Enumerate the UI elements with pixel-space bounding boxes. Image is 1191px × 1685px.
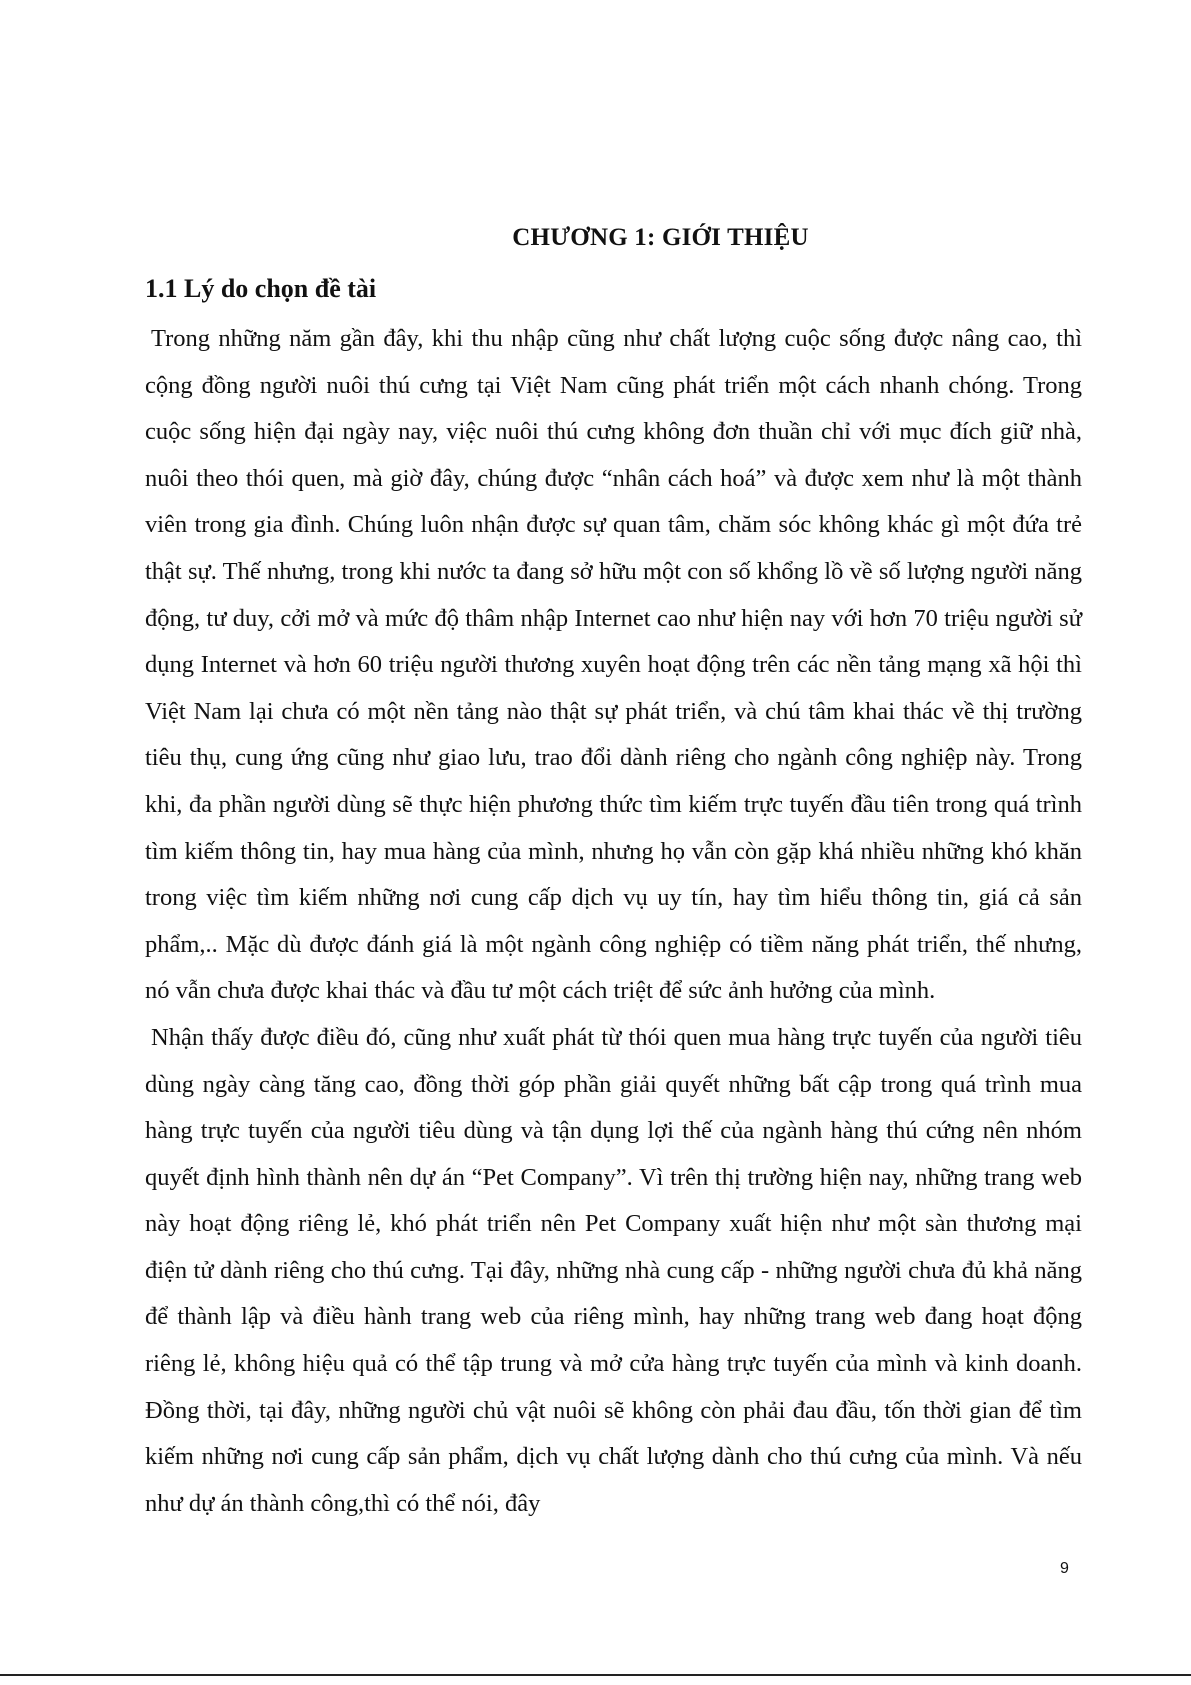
paragraph: Nhận thấy được điều đó, cũng như xuất phát từ thói quen mua hàng trực tuyến của người tiêu dùng ngày càng tăng cao, đồng thời góp phần giải quyết những bất cập trong quá trình mua hàng trực tuyến của người tiêu dùng và tận dụng lợi thế của ngành hàng thú cứng nên nhóm quyết định hình thành nên dự án “Pet Company”. Vì trên thị trường hiện nay, những trang web này hoạt động riêng lẻ, khó phát triển nên Pet Company xuất hiện như một sàn thương mại điện tử dành riêng cho thú cưng. Tại đây, những nhà cung cấp - những người chưa đủ khả năng để thành lập và điều hành trang web của riêng mình, hay những trang web đang hoạt động riêng lẻ, không hiệu quả có thể tập trung và mở cửa hàng trực tuyến của mình và kinh doanh. Đồng thời, tại đây, những người chủ vật nuôi sẽ không còn phải đau đầu, tốn thời gian để tìm kiếm những nơi cung cấp sản phẩm, dịch vụ chất lượng dành cho thú cưng của mình. Và nếu như dự án thành công,thì có thể nói, đây [145,1023,1082,1517]
chapter-title: CHƯƠNG 1: GIỚI THIỆU [512,224,809,251]
section-heading: 1.1 Lý do chọn đề tài [145,274,377,303]
bottom-divider [0,1674,1191,1676]
paragraph: Trong những năm gần đây, khi thu nhập cũng như chất lượng cuộc sống được nâng cao, thì cộng đồng người nuôi thú cưng tại Việt Nam cũng phát triển một cách nhanh chóng. Trong cuộc sống hiện đại ngày nay, việc nuôi thú cưng không đơn thuần chỉ với mục đích giữ nhà, nuôi theo thói quen, mà giờ đây, chúng được “nhân cách hoá” và được xem như là một thành viên trong gia đình. Chúng luôn nhận được sự quan tâm, chăm sóc không khác gì một đứa trẻ thật sự. Thế nhưng, trong khi nước ta đang sở hữu một con số khổng lồ về số lượng người năng động, tư duy, cởi mở và mức độ thâm nhập Internet cao như hiện nay với hơn 70 triệu người sử dụng Internet và hơn 60 triệu người thương xuyên hoạt động trên các nền tảng mạng xã hội thì Việt Nam lại chưa có một nền tảng nào thật sự phát triển, và chú tâm khai thác về thị trường tiêu thụ, cung ứng cũng như giao lưu, trao đổi dành riêng cho ngành công nghiệp này. Trong khi, đa phần người dùng sẽ thực hiện phương thức tìm kiếm trực tuyến đầu tiên trong quá trình tìm kiếm thông tin, hay mua hàng của mình, nhưng họ vẫn còn gặp khá nhiều những khó khăn trong việc tìm kiếm những nơi cung cấp dịch vụ uy tín, hay tìm hiểu thông tin, giá cả sản phẩm,.. Mặc dù được đánh giá là một ngành công nghiệp có tiềm năng phát triển, thế nhưng, nó vẫn chưa được khai thác và đầu tư một cách triệt để sức ảnh hưởng của mình. [145,325,1082,1005]
page-number: 9 [1060,1560,1069,1577]
body-text [145,316,1082,1527]
